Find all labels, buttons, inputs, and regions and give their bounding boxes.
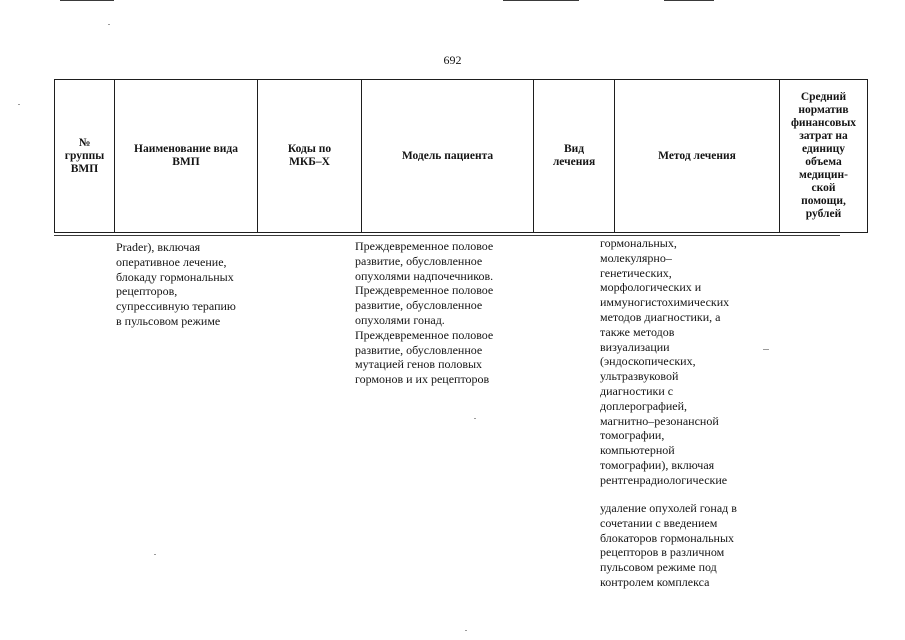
text-line: генетических, <box>600 265 672 280</box>
text-line: магнитно–резонансной <box>600 413 719 428</box>
page-number: 692 <box>443 53 462 67</box>
header-icd-codes <box>258 80 362 233</box>
text-line: Преждевременное половое <box>355 283 494 298</box>
text-line: рецепторов в различном <box>600 545 725 560</box>
text-line: развитие, обусловленное <box>355 298 483 313</box>
scan-speck <box>154 554 156 555</box>
text-line: иммуногистохимических <box>600 295 730 310</box>
header-line: ской <box>811 182 836 194</box>
header-line: ВМП <box>172 156 200 168</box>
header-patient-model <box>362 80 534 233</box>
text-line: гормонов и их рецепторов <box>355 372 490 387</box>
text-line: контролем комплекса <box>600 574 710 589</box>
header-treatment-method <box>615 80 780 233</box>
text-line: гормональных, <box>600 236 677 250</box>
scan-edge-mark <box>60 0 114 1</box>
cell-treatment-method <box>600 236 760 488</box>
header-average-cost <box>780 80 868 233</box>
scan-edge-mark <box>664 0 714 1</box>
scan-speck <box>108 24 110 25</box>
text-line: методов диагностики, а <box>600 309 721 324</box>
text-line: также методов <box>600 324 675 339</box>
header-treatment-type <box>534 80 615 233</box>
text-line: развитие, обусловленное <box>355 342 483 357</box>
header-line: рублей <box>805 208 842 220</box>
scan-edge-mark <box>503 0 579 1</box>
header-line: Наименование вида <box>134 143 238 155</box>
text-line: супрессивную терапию <box>116 299 236 314</box>
header-line: Вид <box>563 143 585 155</box>
text-line: мутацией генов половых <box>355 357 483 372</box>
text-line: опухолями надпочечников. <box>355 268 494 283</box>
text-line: блокаду гормональных <box>116 269 234 284</box>
header-line: финансовых <box>790 117 857 129</box>
text-line: Prader), включая <box>116 240 201 254</box>
text-line: блокаторов гормональных <box>600 530 735 545</box>
cell-vmp-name <box>116 240 254 329</box>
header-group-number <box>55 80 115 233</box>
text-line: оперативное лечение, <box>116 254 227 269</box>
scan-speck <box>465 630 467 631</box>
text-line: ультразвуковой <box>600 369 679 384</box>
header-line: № <box>78 136 91 149</box>
text-line: развитие, обусловленное <box>355 253 483 268</box>
text-line: томографии), включая <box>600 457 715 472</box>
header-line: Средний <box>800 91 847 103</box>
text-line: Преждевременное половое <box>355 239 494 253</box>
header-line: объема <box>805 156 842 168</box>
text-line: в пульсовом режиме <box>116 313 221 328</box>
header-row <box>55 80 868 233</box>
table-header <box>54 79 868 233</box>
text-line: удаление опухолей гонад в <box>600 501 737 515</box>
text-line: томографии, <box>600 428 665 443</box>
text-line: морфологических и <box>600 280 702 295</box>
text-line: доплерографией, <box>600 398 688 413</box>
header-line: лечения <box>552 156 596 168</box>
header-line: группы <box>64 149 105 162</box>
text-line: пульсовом режиме под <box>600 560 717 575</box>
header-line: единицу <box>801 143 846 155</box>
text-line: рецепторов, <box>116 284 178 299</box>
header-line: ВМП <box>70 162 99 175</box>
scan-speck <box>474 418 476 419</box>
cell-patient-model <box>355 239 515 387</box>
text-line: (эндоскопических, <box>600 354 696 369</box>
text-line: рентгенрадиологические <box>600 472 728 487</box>
text-line: визуализации <box>600 339 670 354</box>
text-line: сочетании с введением <box>600 515 718 530</box>
text-line: диагностики с <box>600 383 674 398</box>
text-line: Преждевременное половое <box>355 327 494 342</box>
cell-treatment-method-continued <box>600 501 760 590</box>
header-line: помощи, <box>801 195 846 207</box>
header-line: Метод лечения <box>658 149 736 162</box>
header-line: МКБ–Х <box>289 156 330 168</box>
header-line: Модель пациента <box>401 149 494 162</box>
header-line: медицин- <box>799 169 848 181</box>
header-line: Коды по <box>287 143 332 155</box>
text-line: компьютерной <box>600 443 675 458</box>
scan-speck <box>763 349 769 350</box>
scan-speck <box>18 104 20 105</box>
header-line: затрат на <box>799 130 848 142</box>
text-line: опухолями гонад. <box>355 312 445 327</box>
header-line: норматив <box>798 104 849 116</box>
text-line: молекулярно– <box>600 250 672 265</box>
header-vmp-name <box>115 80 258 233</box>
